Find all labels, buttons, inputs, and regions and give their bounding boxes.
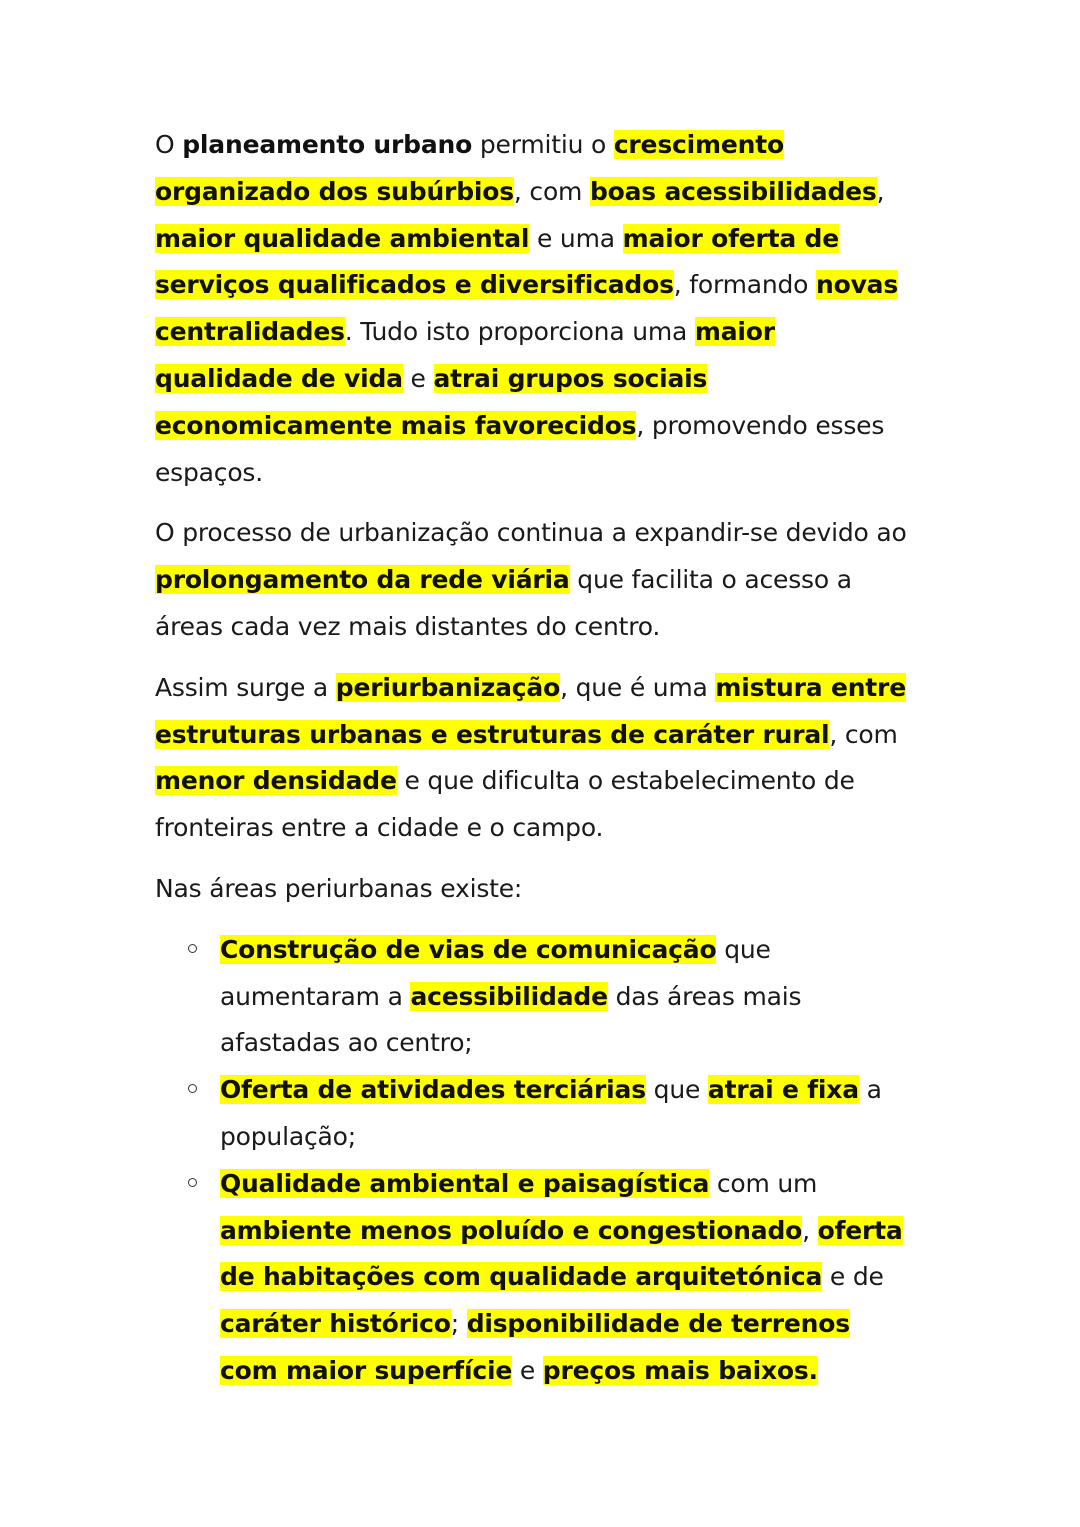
highlighted-text: crescimento organizado dos subúrbios: [155, 130, 784, 206]
paragraph: [155, 122, 915, 496]
paragraphs: [155, 122, 915, 913]
body-text: , com: [829, 719, 898, 749]
highlighted-text: Construção de vias de comunicação: [220, 934, 717, 964]
body-text: , formando: [673, 270, 817, 300]
body-text: e: [402, 363, 434, 393]
hollow-bullet-icon: [188, 944, 197, 953]
highlighted-text: mistura entre estruturas urbanas e estruturas de caráter rural: [155, 672, 906, 749]
highlighted-text: atrai grupos sociais economicamente mais favorecidos: [155, 363, 708, 440]
bold-text: planeamento urbano: [182, 130, 473, 159]
highlighted-text: caráter histórico: [220, 1309, 451, 1339]
highlighted-text: Oferta de atividades terciárias: [220, 1075, 646, 1105]
paragraph: [155, 510, 915, 650]
list-item: [220, 1161, 915, 1395]
body-text: , com: [513, 176, 590, 206]
highlighted-text: novas centralidades: [155, 270, 899, 347]
body-text: , que é uma: [560, 672, 716, 702]
body-text: , promovendo esses espaços.: [155, 410, 885, 487]
body-text: e que dificulta o estabelecimento de fronteiras entre a cidade e o campo.: [155, 766, 855, 843]
highlighted-text: Qualidade ambiental e paisagística: [220, 1168, 710, 1198]
body-text: com um: [709, 1168, 818, 1198]
body-text: que aumentaram a: [220, 934, 771, 1011]
body-text: Nas áreas periurbanas existe:: [155, 873, 523, 903]
highlighted-text: maior qualidade ambiental: [155, 223, 530, 253]
body-text: . Tudo isto proporciona uma: [344, 317, 695, 347]
paragraph: [155, 665, 915, 852]
highlighted-text: acessibilidade: [410, 981, 608, 1011]
highlighted-text: maior oferta de serviços qualificados e diversificados: [155, 223, 840, 300]
body-text: Assim surge a: [155, 672, 336, 702]
hollow-bullet-icon: [188, 1178, 197, 1187]
body-text: e uma: [529, 223, 623, 253]
highlighted-text: atrai e fixa: [707, 1075, 859, 1105]
highlighted-text: menor densidade: [155, 766, 397, 796]
body-text: a população;: [220, 1075, 882, 1151]
body-text: que: [645, 1075, 708, 1105]
highlighted-text: boas acessibilidades: [589, 176, 877, 206]
highlighted-text: preços mais baixos.: [542, 1355, 818, 1385]
body-text: ;: [450, 1309, 467, 1339]
body-text: que facilita o acesso a áreas cada vez mais distantes do centro.: [155, 565, 852, 641]
body-text: O: [155, 130, 183, 159]
body-text: O processo de urbanização continua a expandir-se devido ao: [155, 518, 907, 548]
paragraph: [155, 866, 915, 913]
highlighted-text: maior qualidade de vida: [155, 317, 775, 393]
document-page: [155, 122, 915, 1395]
highlighted-text: periurbanização: [335, 672, 561, 702]
list-item: [220, 1067, 915, 1161]
hollow-bullet-icon: [188, 1084, 197, 1093]
highlighted-text: prolongamento da rede viária: [155, 565, 570, 595]
highlighted-text: disponibilidade de terrenos com maior superfície: [220, 1309, 850, 1385]
list-item: [220, 927, 915, 1067]
bullet-list: [155, 927, 915, 1395]
highlighted-text: oferta de habitações com qualidade arquitetónica: [220, 1215, 903, 1292]
body-text: e: [512, 1355, 543, 1385]
body-text: ,: [802, 1215, 818, 1245]
body-text: e de: [822, 1262, 884, 1292]
body-text: ,: [876, 176, 885, 206]
body-text: permitiu o: [472, 130, 614, 159]
body-text: das áreas mais afastadas ao centro;: [220, 981, 802, 1058]
highlighted-text: ambiente menos poluído e congestionado: [220, 1215, 803, 1245]
